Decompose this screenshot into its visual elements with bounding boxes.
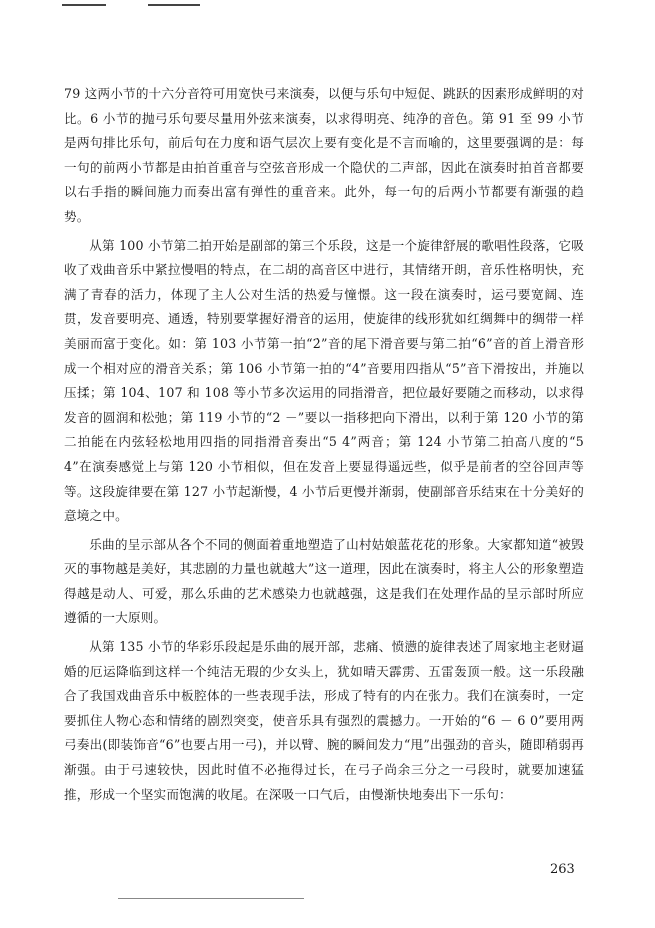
- page-body: [64, 82, 584, 811]
- page-number: 263: [550, 862, 575, 877]
- header-rule-left: [62, 4, 106, 6]
- paragraph-2: 从第 100 小节第二拍开始是副部的第三个乐段，这是一个旋律舒展的歌唱性段落，它吸收了戏曲音乐中紧拉慢唱的特点，在二胡的高音区中进行，其情绪开朗，音乐性格明快，充满了青春的活力，体现了主人公对生活的热爱与憧憬。这一段在演奏时，运弓要宽阔、连贯，发音要明亮、通透，特别要掌握好滑音的运用，使旋律的线形犹如红绸舞中的绸带一样美丽而富于变化。如：第 103 小节第一拍“2̇”音的尾下滑音要与第二拍“6̇”音的首上滑音形成一个相对应的滑音关系；第 106 小节第一拍的“4̇”音要用四指从“5̇”音下滑按出，并施以压揉；第 104、107 和 108 等小节多次运用的同指滑音，把位最好要随之而移动，以求得发音的圆润和松弛；第 119 小节的“2 －”要以一指移把向下滑出，以利于第 120 小节的第二拍能在内弦轻松地用四指的同指滑音奏出“5 4”两音；第 124 小节第二拍高八度的“5 4”在演奏感觉上与第 120 小节相似，但在发音上要显得遥远些，似乎是前者的空谷回声等等。这段旋律要在第 127 小节起渐慢，4 小节后更慢并渐弱，使副部音乐结束在十分美好的意境之中。: [64, 237, 584, 524]
- paragraph-1: 79 这两小节的十六分音符可用宽快弓来演奏，以便与乐句中短促、跳跃的因素形成鲜明的对比。6 小节的抛弓乐句要尽量用外弦来演奏，以求得明亮、纯净的音色。第 91 至 99 小节是两句排比乐句，前后句在力度和语气层次上要有变化是不言而喻的，这里要强调的是：每一句的前两小节都是由拍首重音与空弦音形成一个隐伏的二声部，因此在演奏时拍首音都要以右手指的瞬间施力而奏出富有弹性的重音来。此外，每一句的后两小节都要有渐强的趋势。: [64, 86, 584, 224]
- footer-rule: [118, 898, 304, 899]
- paragraph-4: 从第 135 小节的华彩乐段起是乐曲的展开部，悲痛、愤懑的旋律表述了周家地主老财逼婚的厄运降临到这样一个纯洁无瑕的少女头上，犹如晴天霹雳、五雷轰顶一般。这一乐段融合了我国戏曲音乐中板腔体的一些表现手法，形成了特有的内在张力。我们在演奏时，一定要抓住人物心态和情绪的剧烈突变，使音乐具有强烈的震撼力。一开始的“6 － 6 0”要用两弓奏出(即装饰音“6”也要占用一弓)，并以臂、腕的瞬间发力“甩”出强劲的音头，随即稍弱再渐强。由于弓速较快，因此时值不必拖得过长，在弓子尚余三分之一弓段时，就要加速猛推，形成一个坚实而饱满的收尾。在深吸一口气后，由慢渐快地奏出下一乐句：: [64, 639, 584, 802]
- header-rule-right: [148, 4, 200, 6]
- paragraph-3: 乐曲的呈示部从各个不同的侧面着重地塑造了山村姑娘蓝花花的形象。大家都知道“被毁灭的事物越是美好，其悲剧的力量也就越大”这一道理，因此在演奏时，将主人公的形象塑造得越是动人、可爱，那么乐曲的艺术感染力也就越强，这是我们在处理作品的呈示部时所应遵循的一大原则。: [64, 536, 584, 626]
